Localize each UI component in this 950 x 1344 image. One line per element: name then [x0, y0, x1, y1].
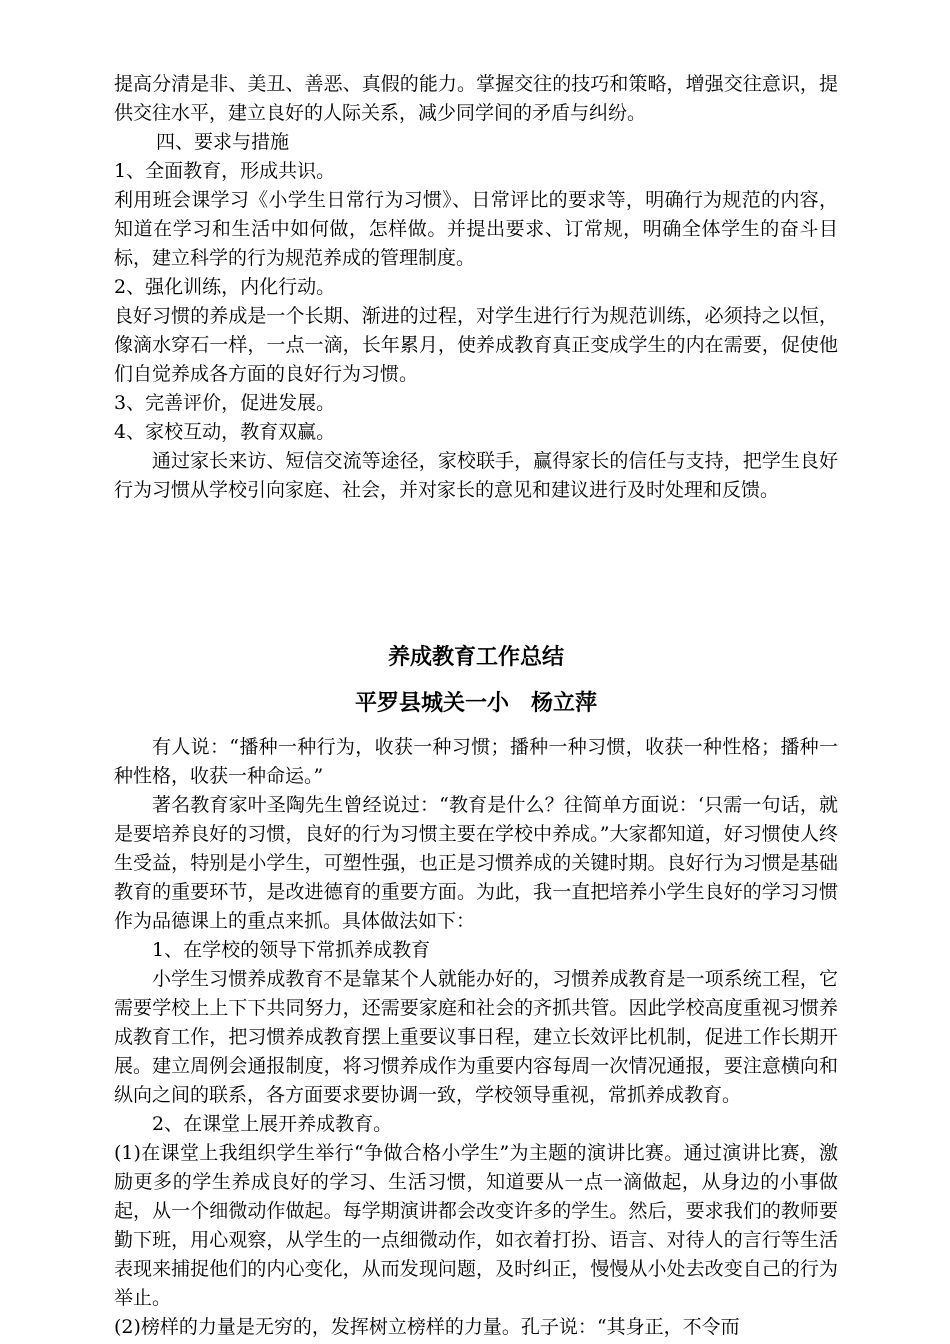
- blank-space: [114, 505, 838, 643]
- summary-heading-1: 1、在学校的领导下常抓养成教育: [152, 939, 431, 961]
- item-heading-4: 4、家校互动，教育双赢。: [114, 421, 336, 443]
- summary-paragraph-1: 小学生习惯养成教育不是靠某个人就能办好的，习惯养成教育是一项系统工程，它需要学校上上下下共同努力，还需要家庭和社会的齐抓共管。因此学校高度重视习惯养成教育工作，把习惯养成教育摆上重要议事日程，建立长效评比机制，促进工作长期开展。建立周例会通报制度，将习惯养成作为重要内容每周一次情况通报，要注意横向和纵向之间的联系，各方面要求要协调一致，学校领导重视，常抓养成教育。: [114, 968, 838, 1106]
- summary-paragraph-2a: (1)在课堂上我组织学生举行“争做合格小学生”为主题的演讲比赛。通过演讲比赛，激励更多的学生养成良好的学习、生活习惯，知道要从一点一滴做起，从身边的小事做起，从一个细微动作做起。每学期演讲都会改变许多的学生。然后，要求我们的教师要勤下班，用心观察，从学生的一点细微动作，如衣着打扮、语言、对待人的言行等生活表现来捕捉他们的内心变化，从而发现问题，及时纠正，慢慢从小处去改变自己的行为举止。: [114, 1142, 838, 1309]
- item-heading-2: 2、强化训练，内化行动。: [114, 276, 336, 298]
- item-paragraph-2: 良好习惯的养成是一个长期、渐进的过程，对学生进行行为规范训练，必须持之以恒，像滴水穿石一样，一点一滴，长年累月，使养成教育真正变成学生的内在需要，促使他们自觉养成各方面的良好行为习惯。: [114, 305, 838, 385]
- item-paragraph-4: 通过家长来访、短信交流等途径，家校联手，赢得家长的信任与支持，把学生良好行为习惯从学校引向家庭、社会，并对家长的意见和建议进行及时处理和反馈。: [114, 450, 838, 501]
- summary-paragraph-2b: (2)榜样的力量是无穷的，发挥树立榜样的力量。孔子说：“其身正，不令而: [114, 1316, 740, 1338]
- document-page: [114, 70, 838, 1342]
- item-heading-3: 3、完善评价，促进发展。: [114, 392, 336, 414]
- author-line: 平罗县城关一小 杨立萍: [354, 691, 597, 716]
- quote-paragraph: 有人说：“播种一种行为，收获一种习惯；播种一种习惯，收获一种性格；播种一种性格，收获一种命运。”: [114, 736, 838, 787]
- item-paragraph-1: 利用班会课学习《小学生日常行为习惯》、日常评比的要求等，明确行为规范的内容，知道在学习和生活中如何做，怎样做。并提出要求、订常规，明确全体学生的奋斗目标，建立科学的行为规范养成的管理制度。: [114, 189, 838, 269]
- item-heading-1: 1、全面教育，形成共识。: [114, 160, 336, 182]
- section-heading-requirements: 四、要求与措施: [156, 131, 290, 153]
- summary-heading-2: 2、在课堂上展开养成教育。: [152, 1113, 393, 1135]
- ye-shengtao-paragraph: 著名教育家叶圣陶先生曾经说过：“教育是什么？往简单方面说：‘只需一句话，就是要培养良好的习惯，良好的行为习惯主要在学校中养成。”大家都知道，好习惯使人终生受益，特别是小学生，可塑性强，也正是习惯养成的关键时期。良好行为习惯是基础教育的重要环节，是改进德育的重要方面。为此，我一直把培养小学生良好的学习习惯作为品德课上的重点来抓。具体做法如下：: [114, 794, 838, 932]
- document-title: 养成教育工作总结: [387, 645, 564, 670]
- intro-paragraph: 提高分清是非、美丑、善恶、真假的能力。掌握交往的技巧和策略，增强交往意识，提供交往水平，建立良好的人际关系，减少同学间的矛盾与纠纷。: [114, 73, 838, 124]
